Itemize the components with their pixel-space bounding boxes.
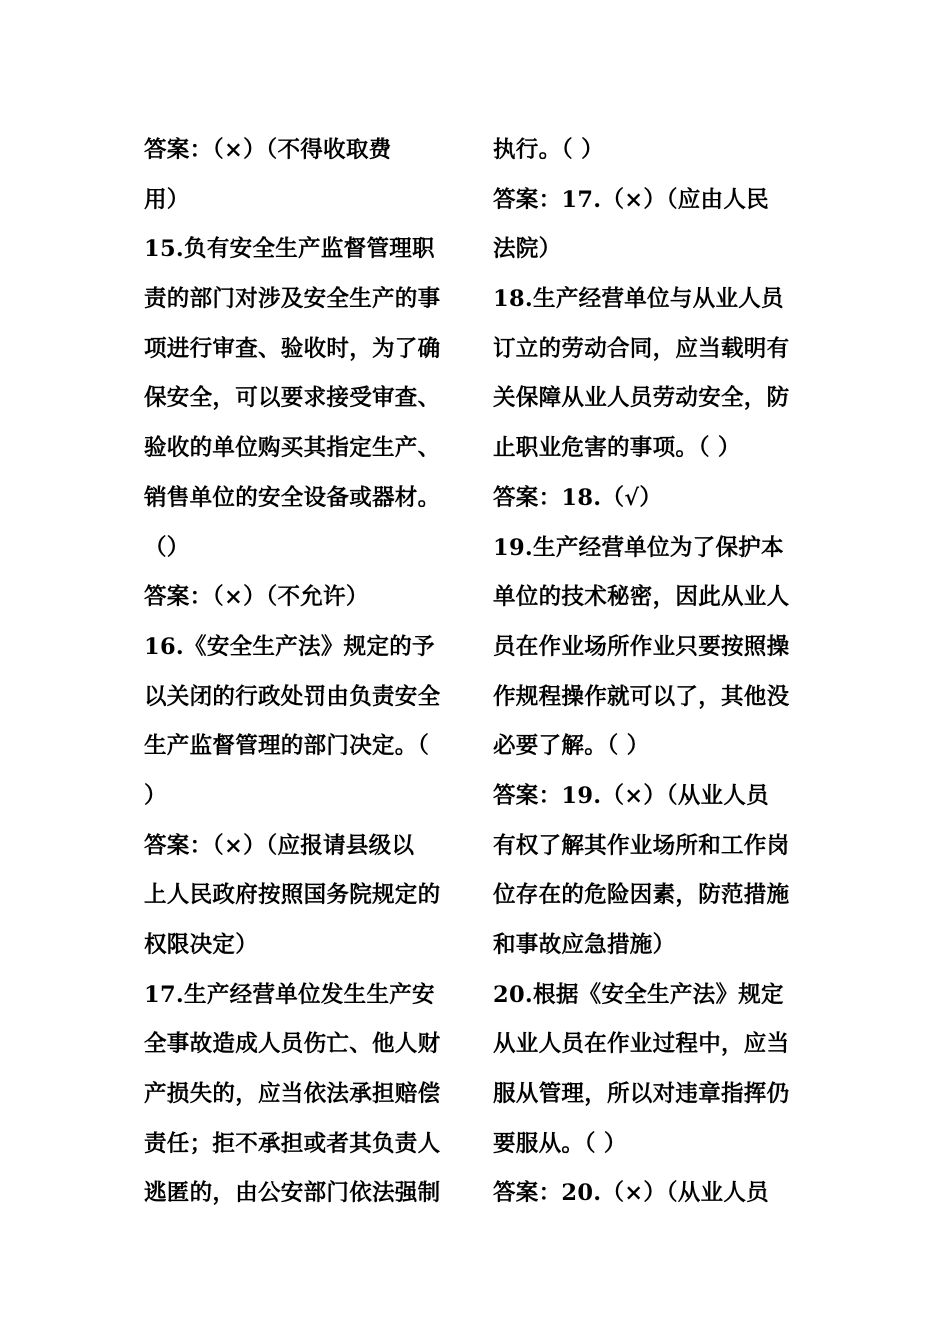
question-15-text: 15.负有安全生产监督管理职: [144, 236, 435, 263]
question-19-text: 19.生产经营单位为了保护本: [493, 534, 784, 561]
text-line: 答案：（×）（不得收取费: [144, 137, 392, 163]
question-20-text: 20.根据《安全生产法》规定: [493, 981, 784, 1008]
answer-17: 答案：17.（×）（应由人民: [493, 186, 769, 213]
text-line: 逃匿的，由公安部门依法强制: [144, 1180, 441, 1207]
text-line: 必要了解。（ ）: [493, 733, 650, 760]
text-line: 止职业危害的事项。（ ）: [493, 435, 741, 462]
answer-18: 答案：18.（√）: [493, 484, 663, 511]
text-line: （）: [144, 534, 190, 561]
text-line: 法院）: [493, 236, 562, 263]
text-line: 上人民政府按照国务院规定的: [144, 882, 441, 909]
answer-19: 答案：19.（×）（从业人员: [493, 782, 769, 809]
text-line: 责的部门对涉及安全生产的事: [144, 286, 441, 313]
text-line: 位存在的危险因素，防范措施: [493, 882, 790, 909]
text-line: 生产监督管理的部门决定。（: [144, 733, 430, 760]
answer-16: 答案：（×）（应报请县级以: [144, 832, 415, 859]
question-18-text: 18.生产经营单位与从业人员: [493, 286, 784, 313]
text-line: 以关闭的行政处罚由负责安全: [144, 683, 441, 710]
text-line: 作规程操作就可以了，其他没: [493, 683, 790, 710]
text-line: 单位的技术秘密，因此从业人: [493, 584, 790, 611]
question-17-text: 17.生产经营单位发生生产安: [144, 981, 435, 1008]
text-line: 从业人员在作业过程中，应当: [493, 1031, 790, 1058]
text-line: 全事故造成人员伤亡、他人财: [144, 1031, 441, 1058]
text-line: 责任；拒不承担或者其负责人: [144, 1130, 441, 1157]
text-line: 项进行审查、验收时，为了确: [144, 335, 441, 362]
text-line: 和事故应急措施）: [493, 932, 676, 958]
answer-20: 答案：20.（×）（从业人员: [493, 1180, 769, 1207]
text-line: 员在作业场所作业只要按照操: [493, 633, 790, 660]
text-line: 关保障从业人员劳动安全，防: [493, 385, 790, 412]
text-line: 验收的单位购买其指定生产、: [144, 435, 441, 462]
text-line: 服从管理，所以对违章指挥仍: [493, 1081, 790, 1108]
answer-15: 答案：（×）（不允许）: [144, 584, 369, 611]
question-16-text: 16.《安全生产法》规定的予: [144, 633, 435, 660]
text-line: 销售单位的安全设备或器材。: [144, 484, 441, 511]
text-line: 保安全，可以要求接受审查、: [144, 385, 441, 412]
text-line: 执行。（ ）: [493, 137, 604, 163]
text-line: ）: [144, 782, 167, 809]
text-line: 权限决定）: [144, 932, 259, 958]
text-line: 有权了解其作业场所和工作岗: [493, 832, 790, 859]
right-column: [493, 126, 813, 1219]
text-line: 要服从。（ ）: [493, 1130, 627, 1157]
text-line: 产损失的，应当依法承担赔偿: [144, 1081, 441, 1108]
text-line: 用）: [144, 186, 190, 213]
left-column: [144, 126, 464, 1219]
text-line: 订立的劳动合同，应当载明有: [493, 335, 790, 362]
